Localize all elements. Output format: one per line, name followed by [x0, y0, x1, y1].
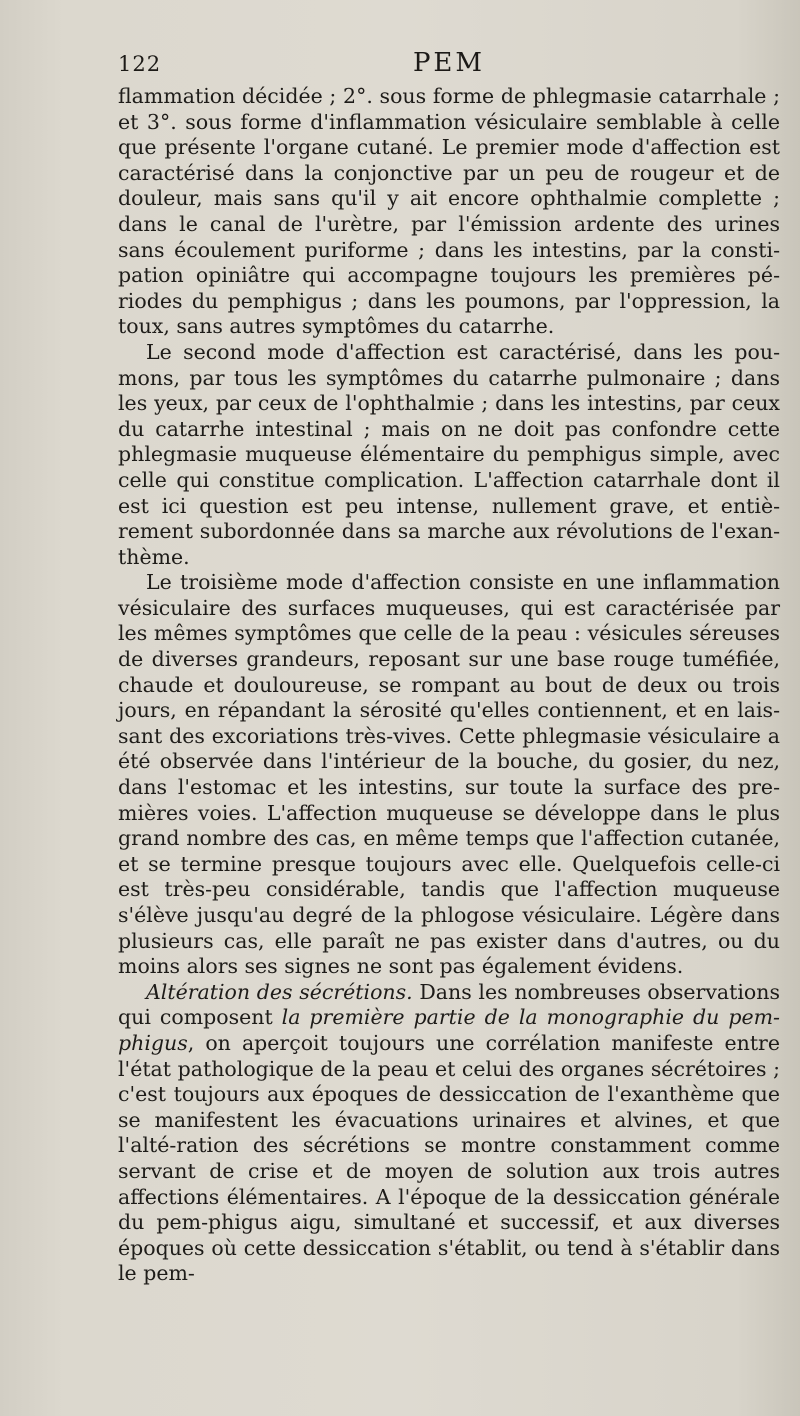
paragraph-4	[118, 980, 780, 1287]
paragraph-3: Le troisième mode d'affection consiste en une inflammation vésiculaire des surfaces muqueuses, qui est caractérisée par les mêmes symptômes que celle de la peau : vésicules séreuses de diverses grandeurs, reposant sur une base rouge tuméfiée, chaude et douloureuse, se rompant au bout de deux ou trois jours, en répandant la sérosité qu'elles contiennent, et en lais-sant des excoriations très-vives. Cette phlegmasie vésiculaire a été observée dans l'intérieur de la bouche, du gosier, du nez, dans l'estomac et les intestins, sur toute la surface des pre-mières voies. L'affection muqueuse se développe dans le plus grand nombre des cas, en même temps que l'affection cutanée, et se termine presque toujours avec elle. Quelquefois celle-ci est très-peu considérable, tandis que l'affection muqueuse s'élève jusqu'au degré de la phlogose vésiculaire. Légère dans plusieurs cas, elle paraît ne pas exister dans d'autres, ou du moins alors ses signes ne sont pas également évidens.	[118, 570, 780, 979]
page-number: 122	[118, 52, 162, 76]
work-title: la première partie de la monographie du pem-phigus	[118, 1005, 780, 1055]
section-lead: Altération des sécrétions.	[146, 979, 413, 1004]
page-header	[118, 48, 780, 82]
running-head: PEM	[412, 48, 486, 78]
paragraph-2: Le second mode d'affection est caractérisé, dans les pou-mons, par tous les symptômes du catarrhe pulmonaire ; dans les yeux, par ceux de l'ophthalmie ; dans les intestins, par ceux du catarrhe intestinal ; mais on ne doit pas confondre cette phlegmasie muqueuse élémentaire du pemphigus simple, avec celle qui constitue complication. L'affection catarrhale dont il est ici question est peu intense, nullement grave, et entiè-rement subordonnée dans sa marche aux révolutions de l'exan-thème.	[118, 339, 780, 569]
paragraph-1: flammation décidée ; 2°. sous forme de phlegmasie catarrhale ; et 3°. sous forme d'inflammation vésiculaire semblable à celle que présente l'organe cutané. Le premier mode d'affection est caractérisé dans la conjonctive par un peu de rougeur et de douleur, mais sans qu'il y ait encore ophthalmie complette ; dans le canal de l'urètre, par l'émission ardente des urines sans écoulement puriforme ; dans les intestins, par la consti-pation opiniâtre qui accompagne toujours les premières pé-riodes du pemphigus ; dans les poumons, par l'oppression, la toux, sans autres symptômes du catarrhe.	[118, 84, 780, 339]
body-text	[118, 84, 780, 1287]
paragraph-4-text-c: , on aperçoit toujours une corrélation manifeste entre l'état pathologique de la peau et celui des organes sécrétoires ; c'est toujours aux époques de dessiccation de l'exanthème que se manifestent les évacuations urinaires et alvines, et que l'alté-ration des sécrétions se montre constamment comme servant de crise et de moyen de solution aux trois autres affections élémentaires. A l'époque de la dessiccation générale du pem-phigus aigu, simultané et successif, et aux diverses époques où cette dessiccation s'établit, ou tend à s'établir dans le pem-	[118, 1030, 780, 1286]
paragraph-4-text-a: Dans les nombreuses observations qui composent	[118, 979, 781, 1030]
